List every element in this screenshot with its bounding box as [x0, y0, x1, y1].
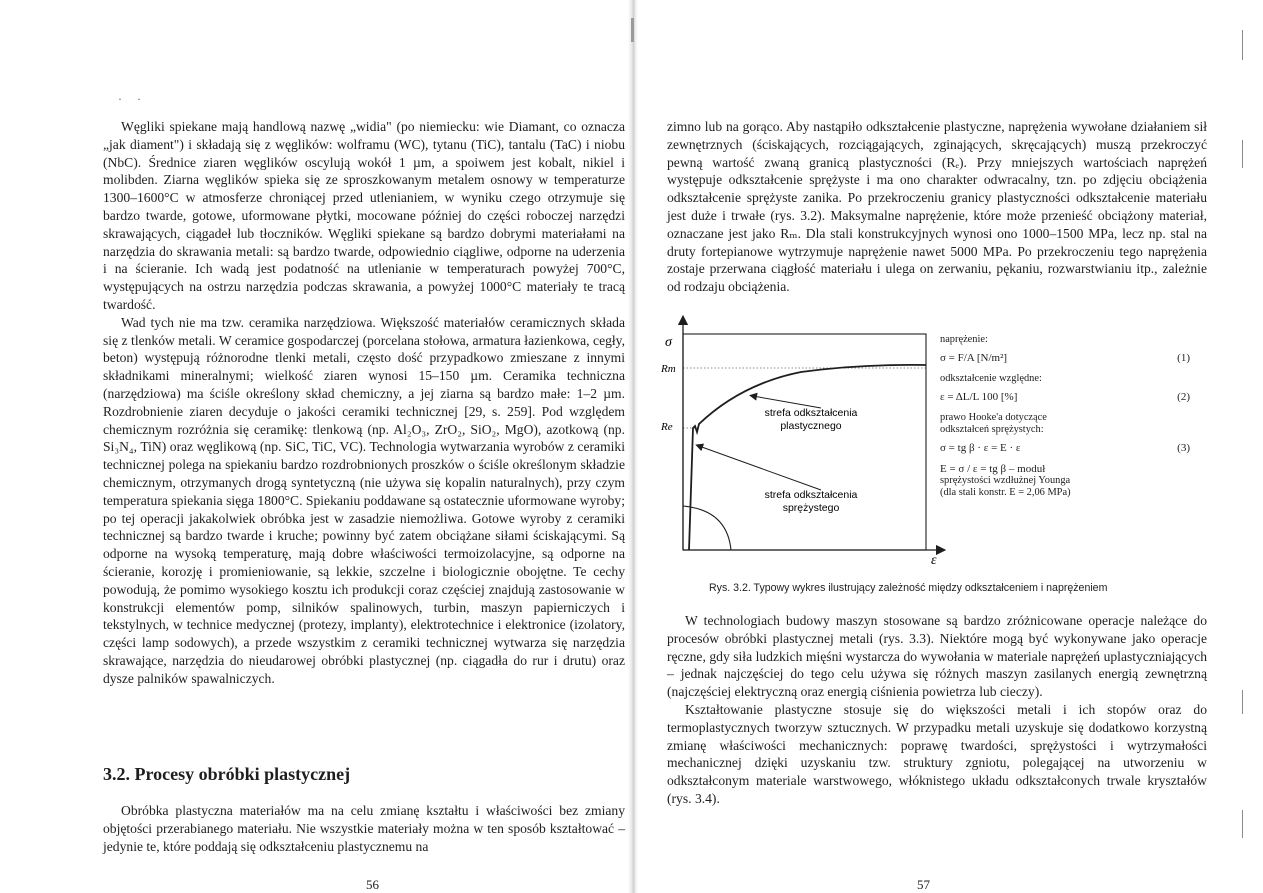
paragraph-carbides: Węgliki spiekane mają handlową nazwę „widia" (po niemiecku: wie Diamant, co oznacza „jak diament") i składają się z węglików: wolframu (WC), tytanu (TiC), tantalu (TaC) i niobu (NbC). Średnice ziaren węglików oscylują wokół 1 µm, a spoiwem jest kobalt, nikiel i molibden. Ziarna węglików spieka się ze sproszkowanym metalem osnowy w temperaturze 1300–1600°C w atmosferze chroniącej przed utlenianiem, w wyniku czego otrzymuje się bardzo twarde, gotowe, uformowane płytki, mocowane później do części roboczej narzędzi skrawających, ciągadeł lub tłoczników. Węgliki spiekane są bardzo dobrymi materiałami na narzędzia do skrawania metali: są bardzo twarde, odpowiednio ciągliwe, odporne na uderzenia i na ścieranie. Ich wadą jest podatność na utlenianie w temperaturach powyżej 700°C, występujących na ostrzu narzędzia podczas skrawania, a powyżej 1000°C materiały te tracą twardość.: [103, 119, 625, 312]
stress-equation-row: [940, 352, 1206, 365]
elastic-zone-label-2: sprężystego: [782, 502, 840, 514]
modulus-equation: E = σ / ε = tg β – moduł: [940, 463, 1046, 475]
equation-number-2: (2): [1177, 391, 1190, 403]
y-axis-symbol: σ: [665, 335, 672, 350]
left-body-text: [103, 118, 625, 688]
stress-strain-curve: [689, 365, 926, 550]
rm-label: Rm: [661, 363, 676, 375]
left-body-text-2: [103, 802, 625, 855]
plot-frame: [683, 334, 926, 550]
x-axis-symbol: ε: [931, 553, 937, 568]
modulus-label: sprężystości wzdłużnej Younga: [940, 475, 1071, 486]
strain-equation-row: [940, 391, 1206, 404]
page-number-right: 57: [917, 877, 930, 892]
gutter-mark: [631, 18, 634, 42]
stress-label: naprężenie:: [940, 334, 988, 345]
right-body-text-2: [667, 612, 1207, 808]
hooke-equation: σ = tg β · ε = E · ε: [940, 442, 1021, 454]
strain-label: odkształcenie względne:: [940, 373, 1042, 384]
paragraph-plastic-forming: Obróbka plastyczna materiałów ma na celu zmianę kształtu i właściwości bez zmiany objętości przerabianego materiału. Nie wszystkie materiały można w ten sposób kształtować – jedynie te, które poddają się odkształceniu plastycznemu na: [103, 803, 625, 854]
section-heading: 3.2. Procesy obróbki plastycznej: [103, 764, 351, 784]
paragraph-yield: zimno lub na gorąco. Aby nastąpiło odkształcenie plastyczne, naprężenia wywołane działaniem sił zewnętrznych (ściskających, rozciągających, zginających, skręcających) muszą przekroczyć pewną wartość zwaną granicą plastyczności (Rₑ). Przy mniejszych wartościach naprężeń występuje odkształcenie sprężyste i ma ono charakter odwracalny, tzn. po zdjęciu obciążenia odkształcenie sprężyste zanika. Po przekroczeniu granicy plastyczności odkształcenie materiału jest duże i trwałe (rys. 3.2). Maksymalne naprężenie, które może przenieść obciążony materiał, oznaczane jest jako Rₘ. Dla stali konstrukcyjnych wynosi ono 1000–1500 MPa, lecz np. stal na druty fortepianowe wytrzymuje naprężenie nawet 5000 MPa. Po przekroczeniu tego naprężenia zostaje przerwana ciągłość materiału i ulega on zerwaniu, pękaniu, rozwarstwianiu itp., zależnie od rodzaju obciążenia.: [667, 119, 1207, 295]
stress-strain-figure: [651, 314, 951, 576]
right-page: [637, 0, 1263, 893]
figure-caption: Rys. 3.2. Typowy wykres ilustrujący zależność między odkształceniem i naprężeniem: [709, 582, 1108, 594]
plastic-zone-label-2: plastycznego: [780, 420, 842, 432]
stress-equation: σ = F/A [N/m²]: [940, 352, 1008, 364]
equation-number-3: (3): [1177, 442, 1190, 454]
paragraph-shaping: Kształtowanie plastyczne stosuje się do większości metali i ich stopów oraz do termoplastycznych tworzyw sztucznych. W przypadku metali uzyskuje się dodatkowo korzystną zmianę właściwości mechanicznych: poprawę twardości, sprężystości i wytrzymałości mechanicznej dzięki uzyskaniu tzw. struktury zgniotu, polegającej na utworzeniu w odkształconym materiale warstwowego, włóknistego układu odkształconych trwale kryształów (rys. 3.4).: [667, 701, 1207, 806]
scan-marks: · ·: [118, 92, 147, 106]
hooke-label: prawo Hooke'a dotyczące: [940, 412, 1047, 423]
elastic-zone-arrow: [699, 446, 821, 490]
left-page: [0, 0, 630, 893]
strain-equation: ε = ΔL/L 100 [%]: [940, 391, 1018, 403]
equation-number-1: (1): [1177, 352, 1190, 364]
paragraph-ceramics: Wad tych nie ma tzw. ceramika narzędziowa. Większość materiałów ceramicznych składa się z tlenków metali. W ceramice gospodarczej (porcelana stołowa, armatura łazienkowa, cegły, beton) występują różnorodne tlenki metali, często dość przypadkowo zmieszane z innymi składnikami mineralnymi; wielkość ziaren wynosi 15–150 µm. Ceramika techniczna (narzędziowa) ma ściśle określony skład chemiczny, a jej ziarna są bardzo małe: 1–2 µm. Rozdrobnienie ziaren decyduje o jakości ceramiki technicznej [29, s. 259]. Pod względem chemicznym rozróżnia się ceramikę: tlenkową (np. Al₂O₃, ZrO₂, SiO₂, MgO), azotkową (np. Si₃N₄, TiN) oraz węglikową (np. SiC, TiC, VC). Technologia wytwarzania wyrobów z ceramiki technicznej polega na spiekaniu bardzo rozdrobnionych proszków o ściśle określonym składzie chemicznym, otrzymanych drogą syntetyczną (nie używa się kopalin naturalnych), przy czym temperatura spiekania sięga 1800°C. Spiekaniu poddawane są ostatecznie uformowane wyroby; po tej operacji jakakolwiek obróbka jest w zasadzie niemożliwa. Gotowe wyroby z ceramiki technicznej są bardzo twarde i kruche; powinny być zatem obciążane siłami ściskającymi. Są odporne na wysoką temperaturę, mają dobre właściwości termoizolacyjne, są odporne na ścieranie, korozję i promieniowanie, są lekkie, szczelne i biologicznie obojętne. Te cechy powodują, że pomimo wysokiego kosztu ich produkcji coraz częściej znajdują zastosowanie w konstrukcji elementów pomp, silników spalinowych, turbin, maszyn papierniczych i tekstylnych, w technice medycznej (protezy, implanty), elektrotechnice i elektronice (izolatory, części lamp sodowych), a przede wszystkim z ceramiki technicznej wytwarza się narzędzia skrawające, narzędzia do nieudarowej obróbki plastycznej (np. ciągadła do rur i drutu) oraz dysze palników spawalniczych.: [103, 314, 625, 686]
figure-legend: [940, 334, 1206, 499]
hooke-label-2: odkształceń sprężystych:: [940, 424, 1044, 435]
elastic-zone-label: strefa odkształcenia: [764, 489, 858, 501]
re-label: Re: [661, 421, 673, 433]
page-number-left: 56: [366, 877, 379, 892]
plastic-zone-label: strefa odkształcenia: [764, 407, 858, 419]
paragraph-technologies: W technologiach budowy maszyn stosowane są bardzo zróżnicowane operacje należące do procesów obróbki plastycznej metali (rys. 3.3). Niektóre mogą być wykonywane jako operacje ręczne, gdy siła ludzkich mięśni wystarcza do wywołania w materiale naprężeń uplastyczniających – jednak najczęściej do tego celu używa się różnych maszyn zasilanych energią zewnętrzną (najczęściej elektryczną oraz energią ciśnienia powietrza lub cieczy).: [667, 613, 1207, 700]
hooke-equation-row: [940, 442, 1206, 455]
modulus-note: (dla stali konstr. E = 2,06 MPa): [940, 487, 1071, 498]
right-body-text: [667, 118, 1207, 296]
